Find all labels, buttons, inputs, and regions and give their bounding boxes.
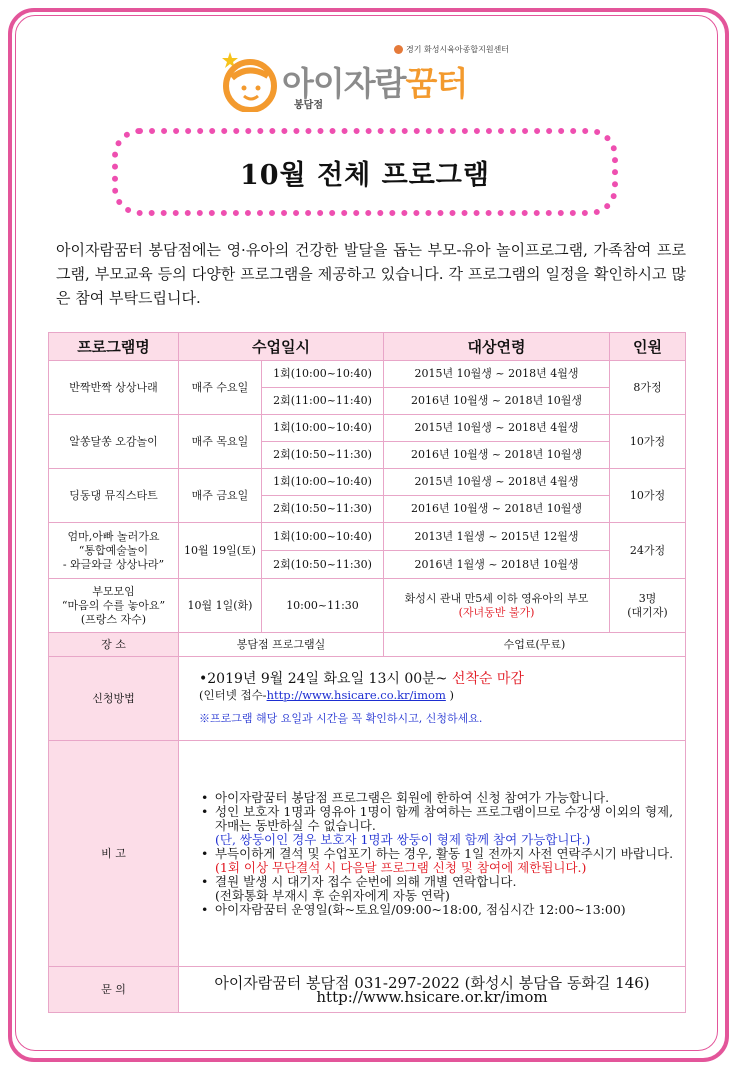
- table-header-row: [49, 333, 686, 361]
- program-name: 알쏭달쏭 오감놀이: [49, 415, 179, 469]
- fee-value: 수업료(무료): [384, 633, 686, 657]
- org-mark-icon: [394, 45, 403, 54]
- program-table: [48, 332, 686, 1013]
- header-schedule: 수업일시: [179, 333, 384, 361]
- capacity-line: (대기자): [627, 605, 668, 619]
- target-note: (자녀동반 불가): [458, 605, 535, 619]
- table-row: [49, 741, 686, 967]
- apply-label: 신청방법: [49, 657, 179, 741]
- session-time: 1회(10:00~10:40): [262, 523, 384, 551]
- capacity: 24가정: [610, 523, 686, 579]
- program-name-line: “통합예술놀이: [78, 543, 149, 557]
- target-age: 2016년 10월생 ~ 2018년 10월생: [384, 388, 610, 415]
- logo-wordmark: 아이자람꿈터: [282, 64, 468, 103]
- place-label: 장 소: [49, 633, 179, 657]
- apply-online: (인터넷 접수-http://www.hsicare.co.kr/imom ): [199, 687, 455, 702]
- remark-sub: (1회 이상 무단결석 시 다음달 프로그램 신청 및 참여에 제한됩니다.): [215, 859, 587, 875]
- remark-item: • 부득이하게 결석 및 수업포기 하는 경우, 활동 1일 전까지 사전 연락주시기 바랍니다.: [201, 845, 674, 861]
- remarks-content: [179, 741, 686, 967]
- place-value: 봉담점 프로그램실: [179, 633, 384, 657]
- contact-content: [179, 967, 686, 1013]
- apply-link[interactable]: http://www.hsicare.co.kr/imom: [266, 687, 446, 702]
- program-name-line: “마음의 수를 놓아요”: [61, 598, 166, 612]
- target-age: 2016년 1월생 ~ 2018년 10월생: [384, 551, 610, 579]
- capacity: 10가정: [610, 415, 686, 469]
- session-time: 1회(10:00~10:40): [262, 361, 384, 388]
- remarks-label: 비 고: [49, 741, 179, 967]
- contact-label: 문 의: [49, 967, 179, 1013]
- program-day: 10월 19일(토): [179, 523, 262, 579]
- capacity: 8가정: [610, 361, 686, 415]
- target-age: 2013년 1월생 ~ 2015년 12월생: [384, 523, 610, 551]
- intro-paragraph: 아이자람꿈터 봉담점에는 영·유아의 건강한 발달을 돕는 부모-유아 놀이프로그램, 가족참여 프로그램, 부모교육 등의 다양한 프로그램을 제공하고 있습니다. 각 프로그램의 일정을 확인하시고 많은 참여 부탁드립니다.: [56, 241, 686, 307]
- target-text: 화성시 관내 만5세 이하 영유아의 부모: [404, 591, 589, 605]
- remark-sub: (단, 쌍둥이인 경우 보호자 1명과 쌍둥이 형제 함께 참여 가능합니다.): [215, 831, 591, 847]
- remark-item: • 결원 발생 시 대기자 접수 순번에 의해 개별 연락합니다.: [201, 873, 517, 889]
- logo: [218, 38, 518, 114]
- apply-highlight: 선착순 마감: [451, 670, 524, 687]
- program-name-line: (프랑스 자수): [80, 612, 147, 626]
- program-name-line: - 와글와글 상상나라”: [62, 557, 165, 571]
- child-face-icon: [218, 50, 280, 112]
- apply-content: [179, 657, 686, 741]
- target-age: 2015년 10월생 ~ 2018년 4월생: [384, 469, 610, 496]
- contact-url[interactable]: http://www.hsicare.or.kr/imom: [316, 987, 548, 1006]
- apply-note: ※프로그램 해당 요일과 시간을 꼭 확인하시고, 신청하세요.: [199, 711, 483, 725]
- table-row: [49, 657, 686, 741]
- session-time: 2회(11:00~11:40): [262, 388, 384, 415]
- remark-item: • 아이자람꿈터 봉담점 프로그램은 회원에 한하여 신청 참여가 가능합니다.: [201, 789, 610, 805]
- capacity: 10가정: [610, 469, 686, 523]
- session-time: 2회(10:50~11:30): [262, 442, 384, 469]
- apply-date: •2019년 9월 24일 화요일 13시 00분~ 선착순 마감: [199, 670, 524, 687]
- program-name: [49, 579, 179, 633]
- target-age: 2015년 10월생 ~ 2018년 4월생: [384, 361, 610, 388]
- target-age: 2016년 10월생 ~ 2018년 10월생: [384, 442, 610, 469]
- capacity: [610, 579, 686, 633]
- remark-sub: (전화통화 부재시 후 순위자에게 자동 연락): [215, 887, 450, 903]
- logo-org-name: 경기 화성시육아종합지원센터: [394, 44, 509, 55]
- table-row: [49, 579, 686, 633]
- session-time: 2회(10:50~11:30): [262, 496, 384, 523]
- program-day: 매주 목요일: [179, 415, 262, 469]
- table-row: [49, 633, 686, 657]
- remark-item: • 아이자람꿈터 운영일(화~토요일/09:00~18:00, 점심시간 12:00~13:00): [201, 901, 626, 917]
- remark-item: • 성인 보호자 1명과 영유아 1명이 함께 참여하는 프로그램이므로 수강생 이외의 형제, 자매는 동반하실 수 없습니다.: [201, 803, 674, 833]
- session-time: 1회(10:00~10:40): [262, 415, 384, 442]
- table-row: [49, 361, 686, 388]
- target-age: 2016년 10월생 ~ 2018년 10월생: [384, 496, 610, 523]
- header-age: 대상연령: [384, 333, 610, 361]
- page-title: 10월 전체 프로그램: [240, 159, 490, 191]
- session-time: 1회(10:00~10:40): [262, 469, 384, 496]
- table-row: [49, 523, 686, 551]
- target-age: [384, 579, 610, 633]
- contact-line: 아이자람꿈터 봉담점 031-297-2022 (화성시 봉담읍 동화길 146): [214, 973, 650, 992]
- header-capacity: 인원: [610, 333, 686, 361]
- program-day: 매주 수요일: [179, 361, 262, 415]
- program-name-line: 엄마,아빠 놀러가요: [67, 529, 160, 543]
- program-name-line: 부모모임: [92, 584, 135, 598]
- title-box: [112, 128, 618, 216]
- capacity-line: 3명: [638, 591, 657, 605]
- table-row: [49, 469, 686, 496]
- program-name: 반짝반짝 상상나래: [49, 361, 179, 415]
- program-name: [49, 523, 179, 579]
- session-time: 2회(10:50~11:30): [262, 551, 384, 579]
- table-row: [49, 415, 686, 442]
- header-program: 프로그램명: [49, 333, 179, 361]
- session-time: 10:00~11:30: [262, 579, 384, 633]
- program-day: 10월 1일(화): [179, 579, 262, 633]
- target-age: 2015년 10월생 ~ 2018년 4월생: [384, 415, 610, 442]
- program-day: 매주 금요일: [179, 469, 262, 523]
- table-row: [49, 967, 686, 1013]
- logo-branch: 봉담점: [294, 100, 323, 111]
- program-name: 딩동댕 뮤직스타트: [49, 469, 179, 523]
